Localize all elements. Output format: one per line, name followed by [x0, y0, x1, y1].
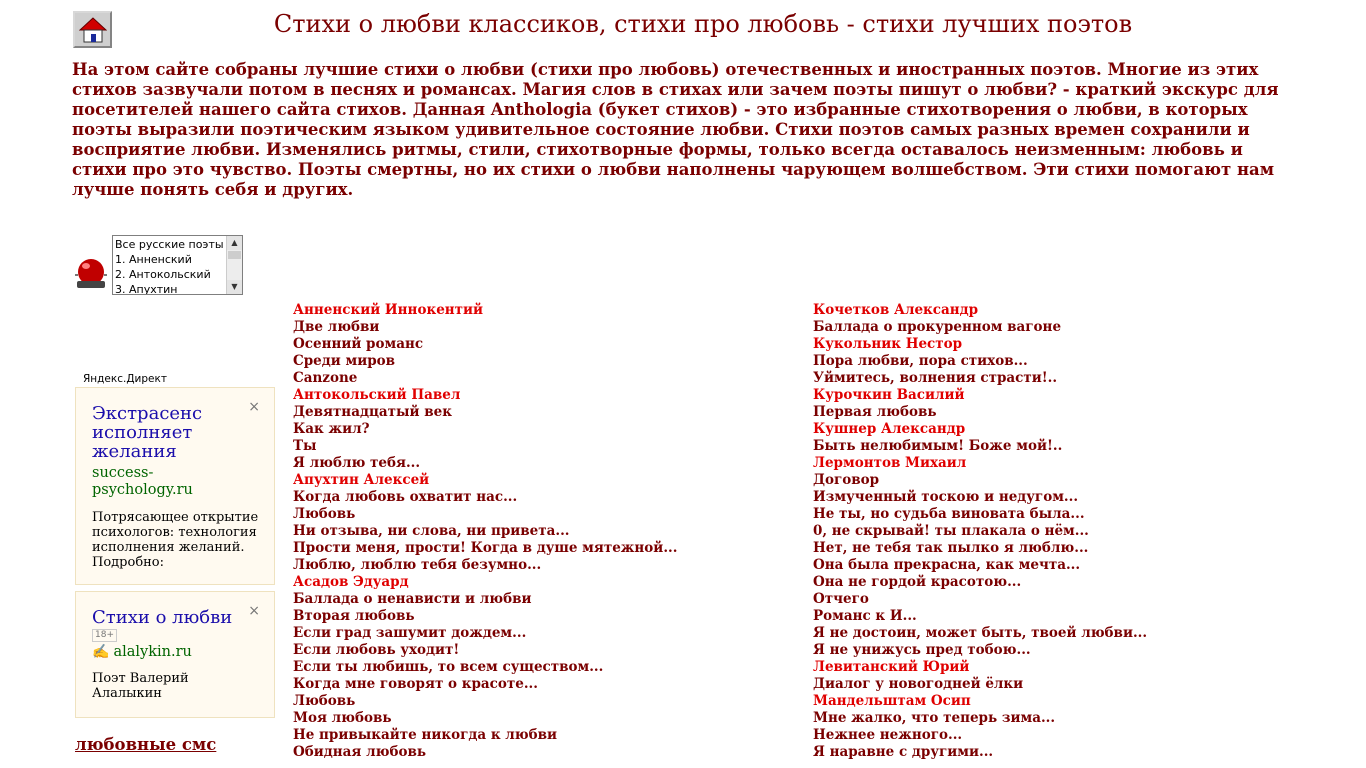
quill-icon: ✍ [92, 644, 110, 660]
close-icon[interactable]: × [248, 399, 260, 415]
poem-link[interactable]: Измученный тоскою и недугом... [813, 489, 1079, 505]
poem-link[interactable]: Первая любовь [813, 404, 937, 420]
poems-column-right [813, 302, 1313, 761]
love-sms-link[interactable]: любовные смс [75, 735, 217, 754]
poem-link[interactable]: Я не унижусь пред тобою... [813, 642, 1031, 658]
poem-link[interactable]: Романс к И... [813, 608, 917, 624]
poem-link[interactable]: Она была прекрасна, как мечта... [813, 557, 1081, 573]
home-button[interactable] [73, 11, 112, 48]
poet-link[interactable]: Кочетков Александр [813, 302, 979, 318]
poet-option[interactable]: 1. Анненский [115, 253, 192, 266]
scroll-up-arrow-icon[interactable]: ▲ [227, 236, 242, 250]
poem-link[interactable]: 0, не скрывай! ты плакала о нём... [813, 523, 1089, 539]
poem-link[interactable]: Осенний романс [293, 336, 424, 352]
poem-link[interactable]: Обидная любовь [293, 744, 426, 760]
poem-link[interactable]: Canzone [293, 370, 358, 386]
ad-card[interactable] [75, 387, 275, 585]
poem-link[interactable]: Любовь [293, 506, 356, 522]
ad-domain[interactable]: alalykin.ru [113, 644, 192, 660]
close-icon[interactable]: × [248, 603, 260, 619]
poem-link[interactable]: Прости меня, прости! Когда в душе мятежной... [293, 540, 678, 556]
poems-column-left [293, 302, 793, 761]
poet-link[interactable]: Курочкин Василий [813, 387, 965, 403]
poem-link[interactable]: Отчего [813, 591, 869, 607]
poem-link[interactable]: Она не гордой красотою... [813, 574, 1022, 590]
poem-link[interactable]: Когда любовь охватит нас... [293, 489, 518, 505]
ad-domain[interactable]: success-psychology.ru [92, 465, 193, 498]
poet-link[interactable]: Кушнер Александр [813, 421, 966, 437]
poem-link[interactable]: Я не достоин, может быть, твоей любви... [813, 625, 1148, 641]
poem-link[interactable]: Не привыкайте никогда к любви [293, 727, 558, 743]
poet-link[interactable]: Левитанский Юрий [813, 659, 970, 675]
poet-link[interactable]: Мандельштам Осип [813, 693, 971, 709]
select-scrollbar[interactable] [226, 236, 242, 294]
poem-link[interactable]: Среди миров [293, 353, 396, 369]
poem-link[interactable]: Баллада о прокуренном вагоне [813, 319, 1062, 335]
poem-link[interactable]: Не ты, но судьба виновата была... [813, 506, 1085, 522]
intro-text: На этом сайте собраны лучшие стихи о любви (стихи про любовь) отечественных и иностранных поэтов. Многие из этих стихов зазвучали потом в песнях и романсах. Магия слов в стихах или зачем поэты пишут о любви? - краткий экскурс для посетителей нашего сайта стихов. Данная Anthologia (букет стихов) - это избранные стихотворения о любви, в которых поэты выразили поэтическим языком удивительное состояние любви. Стихи поэтов самых разных времен сохранили и восприятие любви. Изменялись ритмы, стили, стихотворные формы, только всегда оставалось неизменным: любовь и стихи про это чувство. Поэты смертны, но их стихи о любви наполнены чарующем волшебством. Эти стихи помогают нам лучше понять себя и других. [72, 60, 1279, 199]
ad-title[interactable]: Экстрасенс исполняет желания [92, 403, 203, 462]
poet-link[interactable]: Антокольский Павел [293, 387, 461, 403]
poem-link[interactable]: Как жил? [293, 421, 370, 437]
poem-link[interactable]: Мне жалко, что теперь зима... [813, 710, 1056, 726]
poem-link[interactable]: Если любовь уходит! [293, 642, 460, 658]
poet-option[interactable]: 2. Антокольский [115, 268, 211, 281]
poem-link[interactable]: Договор [813, 472, 880, 488]
poet-select-options [115, 237, 226, 295]
poet-option[interactable]: Все русские поэты [115, 238, 224, 251]
poem-link[interactable]: Баллада о ненависти и любви [293, 591, 532, 607]
poem-link[interactable]: Нет, не тебя так пылко я люблю... [813, 540, 1089, 556]
poem-link[interactable]: Если град зашумит дождем... [293, 625, 527, 641]
poem-link[interactable]: Диалог у новогодней ёлки [813, 676, 1024, 692]
home-icon [79, 16, 107, 44]
age-badge: 18+ [92, 629, 117, 642]
ad-title[interactable]: Стихи о любви [92, 607, 233, 628]
poet-link[interactable]: Апухтин Алексей [293, 472, 430, 488]
poem-link[interactable]: Если ты любишь, то всем существом... [293, 659, 604, 675]
poem-link[interactable]: Вторая любовь [293, 608, 415, 624]
poet-link[interactable]: Асадов Эдуард [293, 574, 409, 590]
poem-link[interactable]: Любовь [293, 693, 356, 709]
poem-link[interactable]: Я наравне с другими... [813, 744, 994, 760]
ads-label: Яндекс.Директ [83, 373, 167, 385]
poem-link[interactable]: Ты [293, 438, 317, 454]
poet-link[interactable]: Анненский Иннокентий [293, 302, 484, 318]
poem-link[interactable]: Когда мне говорят о красоте... [293, 676, 538, 692]
poem-link[interactable]: Пора любви, пора стихов... [813, 353, 1028, 369]
ad-domain-row[interactable] [92, 644, 192, 661]
poem-link[interactable]: Люблю, люблю тебя безумно... [293, 557, 542, 573]
scroll-thumb[interactable] [228, 251, 241, 259]
ad-text: Поэт Валерий Алалыкин [92, 671, 189, 701]
poet-option[interactable]: 3. Апухтин [115, 283, 178, 295]
poem-link[interactable]: Быть нелюбимым! Боже мой!.. [813, 438, 1063, 454]
poet-link[interactable]: Кукольник Нестор [813, 336, 963, 352]
ad-text: Потрясающее открытие психологов: технология исполнения желаний. Подробно: [92, 510, 259, 570]
siren-icon [74, 255, 108, 295]
poem-link[interactable]: Ни отзыва, ни слова, ни привета... [293, 523, 570, 539]
poem-link[interactable]: Уймитесь, волнения страсти!.. [813, 370, 1058, 386]
ad-card[interactable] [75, 591, 275, 718]
page-title: Стихи о любви классиков, стихи про любовь - стихи лучших поэтов [273, 10, 1133, 38]
poet-select-list[interactable] [112, 235, 243, 295]
poem-link[interactable]: Девятнадцатый век [293, 404, 452, 420]
poem-link[interactable]: Я люблю тебя... [293, 455, 421, 471]
poem-link[interactable]: Моя любовь [293, 710, 392, 726]
poem-link[interactable]: Две любви [293, 319, 380, 335]
poet-link[interactable]: Лермонтов Михаил [813, 455, 967, 471]
poem-link[interactable]: Нежнее нежного... [813, 727, 963, 743]
scroll-down-arrow-icon[interactable]: ▼ [227, 280, 242, 294]
